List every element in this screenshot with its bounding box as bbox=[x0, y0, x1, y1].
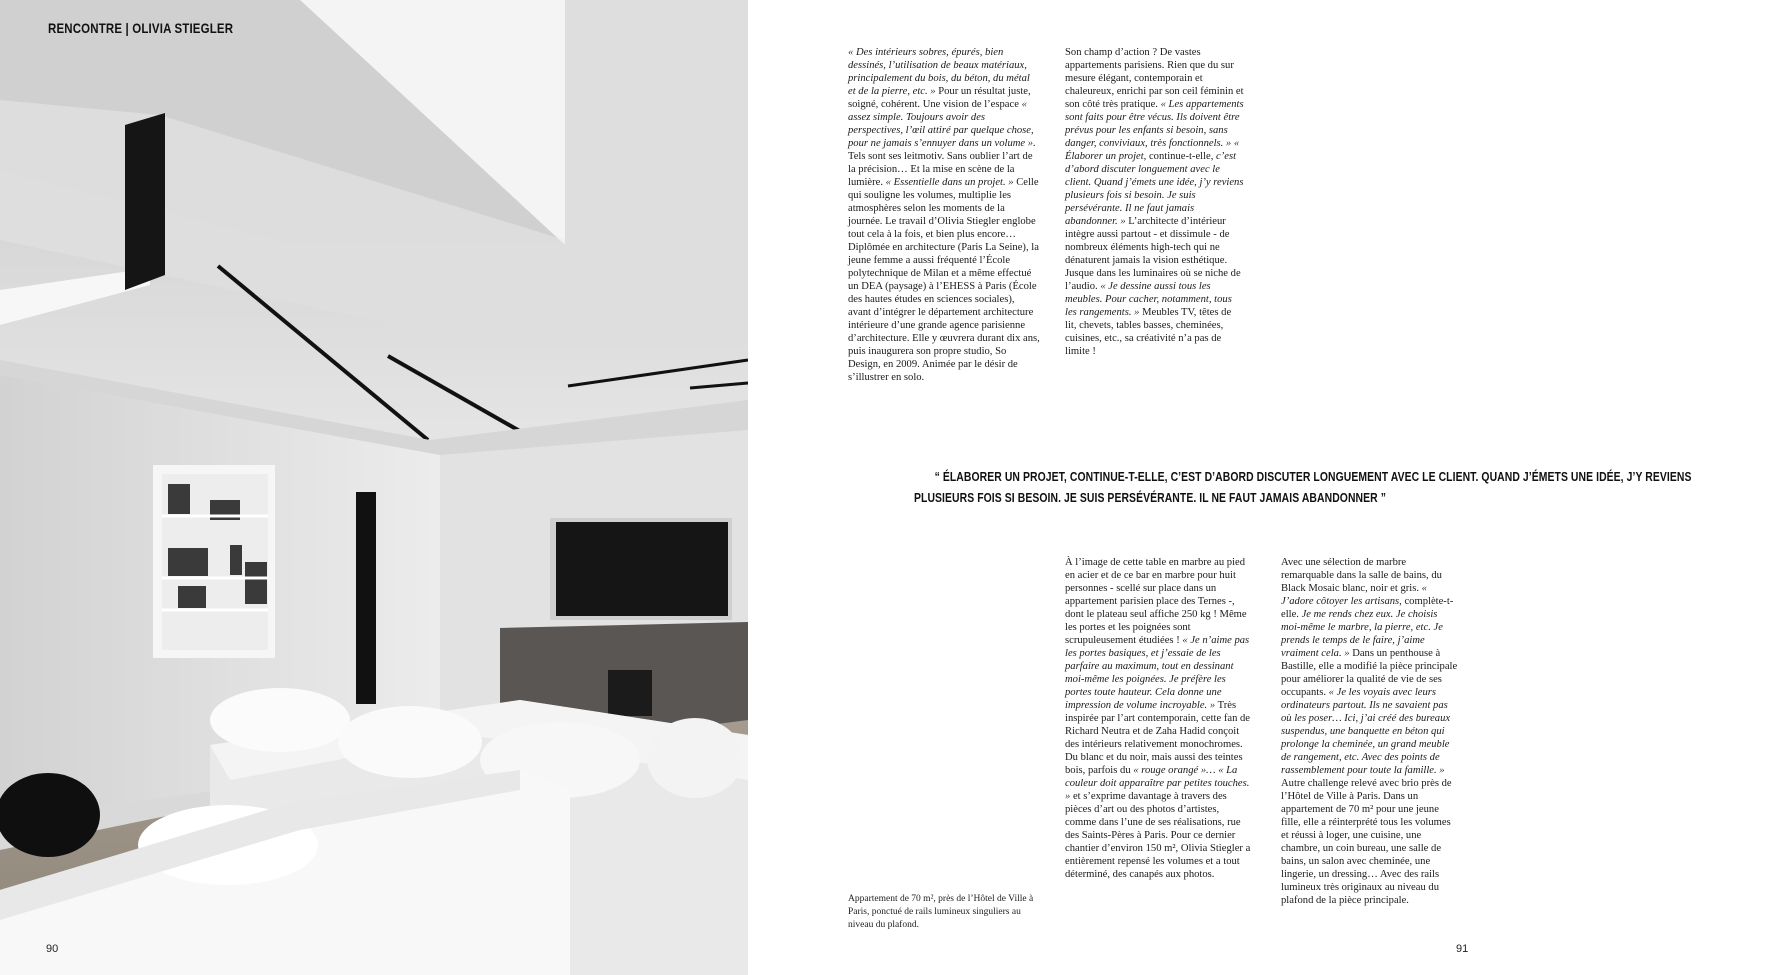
pull-quote-line-1: “ ÉLABORER UN PROJET, CONTINUE-T-ELLE, C’EST D’ABORD DISCUTER LONGUEMENT AVEC LE CLIENT. QUAND J’ÉMETS UNE IDÉE, J’Y REVIENS bbox=[934, 469, 1692, 484]
text-run: L’architecte d’intérieur intègre aussi partout - et dissimule - de nombreux éléments high-tech qui ne dénaturent jamais la vision esthétique. Jusque dans les luminaires où se niche de l’audio. bbox=[1065, 216, 1241, 292]
page-number-right: 91 bbox=[1456, 943, 1469, 955]
body-paragraph bbox=[1065, 556, 1251, 881]
white-living-room-photo bbox=[0, 0, 748, 975]
body-paragraph bbox=[1065, 46, 1245, 358]
quote-run: « rouge orangé »… « La couleur doit apparaître par petites touches. » bbox=[1065, 765, 1250, 802]
quote-run: « Je n’aime pas les portes basiques, et j’essaie de les parfaire au maximum, tout en dessinant moi-même les poignées. Je préfère les portes toute hauteur. Cela donne une impression de volume incroyable. » bbox=[1065, 635, 1250, 711]
text-run: Avec une sélection de marbre remarquable dans la salle de bains, du Black Mosaic blanc, noir et gris. bbox=[1281, 557, 1442, 594]
article-column-1 bbox=[848, 46, 1040, 384]
left-page bbox=[0, 0, 748, 975]
quote-run: « Je dessine aussi tous les meubles. Pour cacher, notamment, tous les rangements. » bbox=[1065, 281, 1232, 318]
text-run: complète-t-elle. bbox=[1281, 596, 1454, 620]
text-run: Très inspirée par l’art contemporain, cette fan de Richard Neutra et de Zaha Hadid conçoit des intérieurs relativement monochromes. Du blanc et du noir, mais aussi des teintes bois, parfois du bbox=[1065, 700, 1251, 776]
text-run: et s’exprime davantage à travers des pièces d’art ou des photos d’artistes, comme dans l’une de ses réalisations, rue des Saints-Pères à Paris. Pour ce dernier chantier d’environ 150 m², Olivia Stiegler a entièrement repensé les volumes et a tout déterminé, des canapés aux photos. bbox=[1065, 791, 1251, 880]
pull-quote-line-2: PLUSIEURS FOIS SI BESOIN. JE SUIS PERSÉVÉRANTE. IL NE FAUT JAMAIS ABANDONNER ” bbox=[914, 490, 1386, 505]
text-run: Tels sont ses leitmotiv. Sans oublier l’art de la précision… Et la mise en scène de la lumière. bbox=[848, 151, 1033, 188]
body-paragraph bbox=[848, 46, 1040, 384]
page-number-left: 90 bbox=[46, 943, 59, 955]
text-run: À l’image de cette table en marbre au pied en acier et de ce bar en marbre pour huit personnes - scellé sur place dans un appartement parisien place des Ternes -, dont le plateau seul affiche 250 kg ! Même les portes et les poignées sont scrupuleusement étudiées ! bbox=[1065, 557, 1247, 646]
quote-run: « assez simple. Toujours avoir des perspectives, l’œil attiré par quelque chose, pour ne jamais s’ennuyer dans un volume ». bbox=[848, 99, 1036, 149]
text-run: Pour un résultat juste, soigné, cohérent. Une vision de l’espace bbox=[848, 86, 1031, 110]
text-run: Autre challenge relevé avec brio près de l’Hôtel de Ville à Paris. Dans un appartement de 70 m² pour une jeune fille, elle a réinterprété tous les volumes et réussi à loger, une cuisine, une chambre, un coin bureau, une salle de bains, un salon avec cheminée, une lingerie, un dressing… Avec des rails lumineux très originaux au niveau du plafond de la pièce principale. bbox=[1281, 778, 1452, 906]
quote-run: « Les appartements sont faits pour être vécus. Ils doivent être prévus pour les enfants si besoin, sans danger, conviviaux, très fonctionnels. » « Élaborer un projet, bbox=[1065, 99, 1244, 162]
pull-quote bbox=[840, 466, 1692, 508]
article-column-4 bbox=[1281, 556, 1459, 907]
text-run: Dans un penthouse à Bastille, elle a modifié la pièce principale pour améliorer la qualité de vie de ses occupants. bbox=[1281, 648, 1458, 698]
article-column-2 bbox=[1065, 46, 1245, 358]
quote-run: c’est d’abord discuter longuement avec le client. Quand j’émets une idée, j’y reviens plusieurs fois si besoin. Je suis persévérante. Il ne faut jamais abandonner. » bbox=[1065, 151, 1244, 227]
section-header: RENCONTRE | OLIVIA STIEGLER bbox=[48, 20, 234, 36]
quote-run: « J’adore côtoyer les artisans, bbox=[1281, 583, 1427, 607]
text-run: Celle qui souligne les volumes, multiplie les atmosphères selon les moments de la journée. Le travail d’Olivia Stiegler englobe tout cela à la fois, et bien plus encore… Diplômée en architecture (Paris La Seine), la jeune femme a aussi fréquenté l’École polytechnique de Milan et a même effectué un DEA (paysage) à l’EHESS à Paris (École des hautes études en sciences sociales), avant d’intégrer le département architecture intérieure d’une grande agence parisienne d’architecture. Elle y œuvrera durant dix ans, puis inaugurera son propre studio, So Design, en 2009. Animée par le désir de s’illustrer en solo. bbox=[848, 177, 1040, 383]
quote-run: Je me rends chez eux. Je choisis moi-même le marbre, la pierre, etc. Je prends le temps de le faire, j’aime vraiment cela. » bbox=[1281, 609, 1443, 659]
text-run: continue-t-elle, bbox=[1146, 151, 1217, 162]
text-run: Son champ d’action ? De vastes appartements parisiens. Rien que du sur mesure élégant, contemporain et chaleureux, enrichi par son ceil féminin et son côté très pratique. bbox=[1065, 47, 1244, 110]
article-column-3 bbox=[1065, 556, 1251, 881]
text-run: Meubles TV, têtes de lit, chevets, tables basses, cheminées, cuisines, etc., sa créativité n’a pas de limite ! bbox=[1065, 307, 1232, 357]
photo-caption: Appartement de 70 m², près de l’Hôtel de Ville à Paris, ponctué de rails lumineux singuliers au niveau du plafond. bbox=[848, 894, 1034, 930]
quote-run: « Je les voyais avec leurs ordinateurs partout. Ils ne savaient pas où les poser… Ici, j’ai créé des bureaux suspendus, une banquette en béton qui prolonge la cheminée, un grand meuble de rangement, etc. Avec des points de rassemblement pour toute la famille. » bbox=[1281, 687, 1451, 776]
quote-run: « Des intérieurs sobres, épurés, bien dessinés, l’utilisation de beaux matériaux, principalement du bois, du béton, du métal et de la pierre, etc. » bbox=[848, 47, 1030, 97]
quote-run: « Essentielle dans un projet. » bbox=[885, 177, 1014, 188]
body-paragraph bbox=[1281, 556, 1459, 907]
